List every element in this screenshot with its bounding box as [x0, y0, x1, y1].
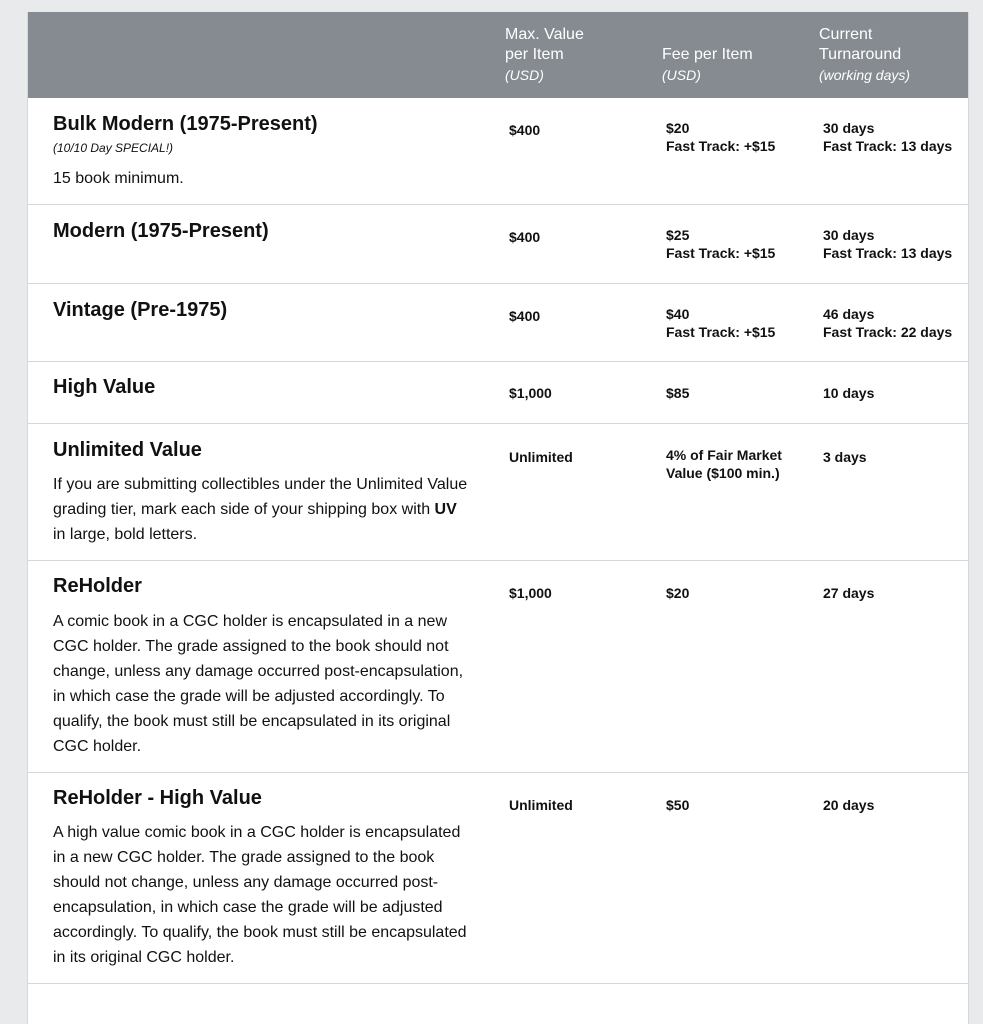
tier-name: Vintage (Pre-1975)	[53, 299, 228, 321]
max-value: $400	[509, 229, 541, 245]
table-row	[28, 362, 968, 424]
pricing-table	[27, 12, 969, 1024]
table-header	[28, 12, 968, 98]
turnaround: 3 days	[823, 449, 867, 465]
tier-name: ReHolder - High Value	[53, 787, 262, 809]
table-row	[28, 98, 968, 205]
turnaround: 30 days Fast Track: 13 days	[823, 120, 953, 154]
tier-description: A high value comic book in a CGC holder is encapsulated in a new CGC holder. The grade assigned to the book should not change, unless any damage occurred post-encapsulation, in which case the grade will be adjusted accordingly. To qualify, the book must still be encapsulated in its original CGC holder.	[53, 824, 467, 966]
turnaround: 20 days	[823, 797, 875, 813]
max-value: Unlimited	[509, 449, 573, 465]
tier-name: ReHolder	[53, 575, 142, 597]
tier-description: A comic book in a CGC holder is encapsulated in a new CGC holder. The grade assigned to the book should not change, unless any damage occurred post-encapsulation, in which case the grade will be adjusted accordingly. To qualify, the book must still be encapsulated in its original CGC holder.	[53, 613, 464, 755]
tier-description: If you are submitting collectibles under the Unlimited Value grading tier, mark each side of your shipping box with UV in large, bold letters.	[53, 476, 468, 543]
header-turnaround: Current Turnaround (working days)	[819, 26, 911, 83]
fee: $40 Fast Track: +$15	[666, 306, 776, 340]
table-row	[28, 984, 968, 1024]
table-row	[28, 424, 968, 561]
table-row	[28, 773, 968, 984]
turnaround: 46 days Fast Track: 22 days	[823, 306, 953, 340]
tier-name: Unlimited Value	[53, 439, 202, 461]
fee: 4% of Fair Market Value ($100 min.)	[666, 447, 782, 481]
max-value: $400	[509, 308, 541, 324]
fee: $20	[666, 585, 690, 601]
tier-description: 15 book minimum.	[53, 170, 184, 187]
max-value: Unlimited	[509, 797, 573, 813]
tier-name: Bulk Modern (1975-Present)	[53, 113, 318, 135]
max-value: $1,000	[509, 385, 552, 401]
tier-name: High Value	[53, 376, 156, 398]
fee: $50	[666, 797, 690, 813]
turnaround: 30 days Fast Track: 13 days	[823, 227, 953, 261]
table-row	[28, 284, 968, 362]
fee: $85	[666, 385, 690, 401]
table-row	[28, 205, 968, 284]
tier-name: Modern (1975-Present)	[53, 220, 269, 242]
header-fee: Fee per Item (USD)	[662, 46, 753, 83]
max-value: $400	[509, 122, 541, 138]
tier-note: (10/10 Day SPECIAL!)	[53, 141, 174, 155]
fee: $25 Fast Track: +$15	[666, 227, 776, 261]
header-max-value: Max. Value per Item (USD)	[505, 26, 584, 83]
table-row	[28, 561, 968, 773]
turnaround: 10 days	[823, 385, 875, 401]
fee: $20 Fast Track: +$15	[666, 120, 776, 154]
max-value: $1,000	[509, 585, 552, 601]
turnaround: 27 days	[823, 585, 875, 601]
